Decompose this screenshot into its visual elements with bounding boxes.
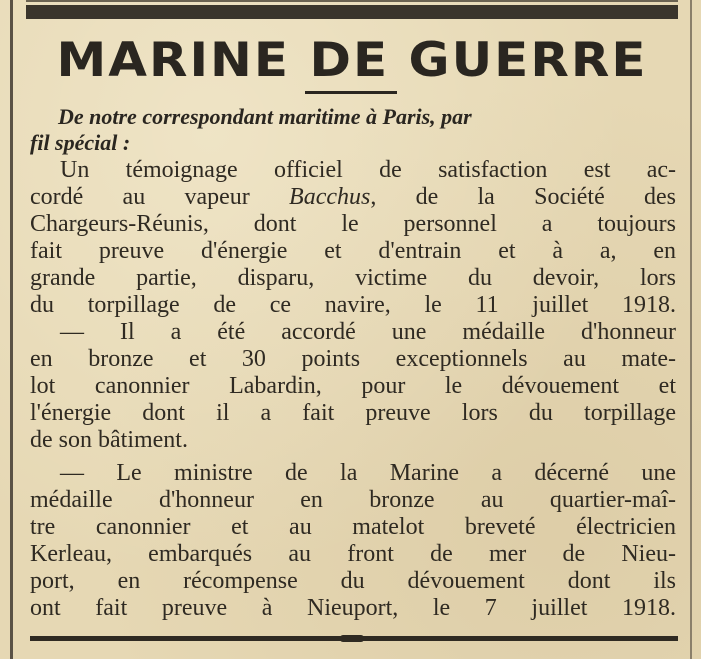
paragraph-1-line-3: Chargeurs-Réunis, dont le personnel a toujours (30, 211, 676, 237)
paragraph-1-line-2 (30, 184, 676, 211)
ship-name-bacchus: Bacchus (289, 184, 371, 210)
left-column-rule (10, 0, 13, 659)
paragraph-3-line-1: — Le ministre de la Marine a décerné une (60, 460, 676, 486)
paragraph-2-line-5: de son bâtiment. (30, 427, 188, 453)
paragraph-3-line-3: tre canonnier et au matelot breveté électricien (30, 514, 676, 540)
paragraph-1-line-2-end: , de la Société des (370, 184, 676, 210)
paragraph-3-line-5: port, en récompense du dévouement dont ils (30, 568, 676, 594)
paragraph-2-line-4: l'énergie dont il a fait preuve lors du torpillage (30, 400, 676, 426)
paragraph-1-line-1: Un témoignage officiel de satisfaction est ac- (60, 157, 676, 183)
paragraph-1-line-6: du torpillage de ce navire, le 11 juillet 1918. (30, 292, 676, 318)
paragraph-3-line-6: ont fait preuve à Nieuport, le 7 juillet 1918. (30, 595, 676, 621)
paragraph-3-line-4: Kerleau, embarqués au front de mer de Nieu- (30, 541, 676, 567)
bottom-rule-ornament (340, 635, 364, 642)
article-headline: MARINE DE GUERRE (56, 32, 648, 88)
article-lead-line-1: De notre correspondant maritime à Paris, par (58, 104, 472, 129)
paragraph-1-line-4: fait preuve d'énergie et d'entrain et à a, en (30, 238, 676, 264)
paragraph-3-line-2: médaille d'honneur en bronze au quartier-maî- (30, 487, 676, 513)
paragraph-2-line-2: en bronze et 30 points exceptionnels au mate- (30, 346, 676, 372)
article-lead-line-2: fil spécial : (30, 130, 131, 155)
top-thin-rule (26, 0, 678, 2)
paragraph-2-line-1: — Il a été accordé une médaille d'honneur (60, 319, 676, 345)
paragraph-1-line-5: grande partie, disparu, victime du devoir, lors (30, 265, 676, 291)
right-column-rule (690, 0, 692, 659)
top-thick-rule (26, 5, 678, 19)
paragraph-2-line-3: lot canonnier Labardin, pour le dévouement et (30, 373, 676, 399)
paragraph-1-line-2-start: cordé au vapeur (30, 184, 290, 210)
headline-underline (305, 91, 397, 94)
